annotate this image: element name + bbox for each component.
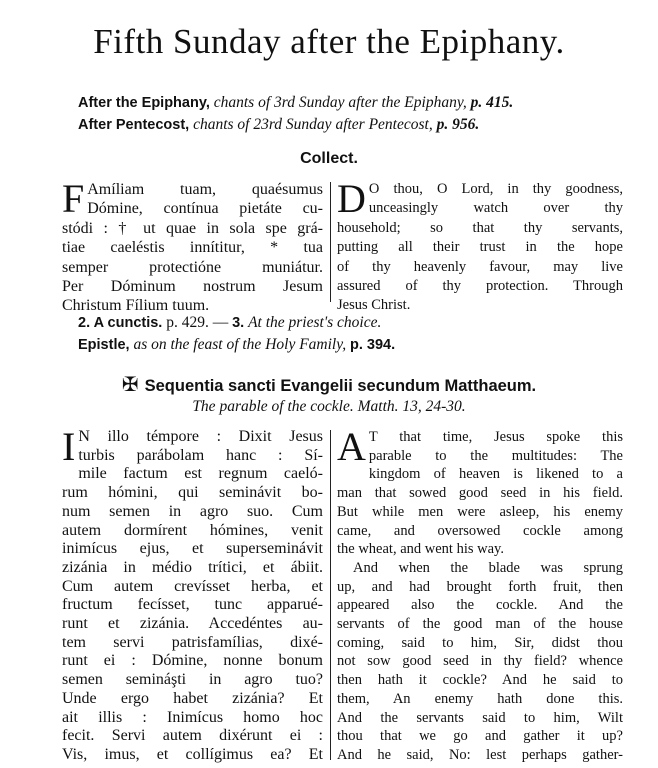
text-line: the wheat, and went his way. xyxy=(337,541,504,558)
text-line: not sow good seed in thy field? whence xyxy=(337,653,623,670)
ref-page: p. 415. xyxy=(470,94,514,111)
cross-icon: ✠ xyxy=(121,374,139,396)
drop-cap: D xyxy=(337,176,366,221)
ref-head: After the Epiphany, xyxy=(78,95,210,111)
text-line: semper protectióne muniátur. xyxy=(62,258,323,276)
drop-cap: A xyxy=(337,424,366,469)
text-line: stódi : † ut quae in sola spe grá- xyxy=(62,219,323,237)
text-line: O thou, O Lord, in thy goodness, xyxy=(368,181,623,197)
ref-page: p. 956. xyxy=(436,116,480,133)
text-line: ait illis : Inimícus homo hoc xyxy=(62,708,323,726)
text-line: Dómine, contínua pietáte cu- xyxy=(87,200,323,218)
text-line: Per Dóminum nostrum Jesum xyxy=(62,278,323,296)
gospel-english xyxy=(337,424,623,765)
text-line: Vis, imus, et collígimus ea? Et xyxy=(62,745,323,763)
text-line: tem servi patrisfamílias, dixé- xyxy=(62,633,323,651)
text-line: up, and had brought forth fruit, then xyxy=(337,578,623,595)
ref-pentecost xyxy=(78,114,513,136)
text-line: runt ei : Dómine, nonne bonum xyxy=(62,652,323,670)
collect-english xyxy=(337,176,623,316)
ref-text: chants of 3rd Sunday after the Epiphany, xyxy=(213,94,467,111)
text-line: thou that we go and gather it up? xyxy=(337,728,623,745)
epistle-text: as on the feast of the Holy Family, xyxy=(133,336,347,353)
page-title: Fifth Sunday after the Epiphany. xyxy=(93,22,565,61)
text-line: man that sowed good seed in his field. xyxy=(337,485,623,502)
text-line: appeared also the cockle. And the xyxy=(337,597,623,614)
text-line: mile factum est regnum caeló- xyxy=(78,465,323,483)
collect-options xyxy=(78,312,395,356)
text-line: of thy heavenly favour, may live xyxy=(337,258,623,275)
text-line: unceasingly watch over thy xyxy=(368,200,623,217)
text-line: Cum autem crevísset herba, et xyxy=(62,577,323,595)
text-line: inimícus ejus, et superseminávit xyxy=(62,540,323,558)
text-line: But while men were asleep, his enemy xyxy=(337,503,623,520)
text-line: Amíliam tuam, quaésumus xyxy=(87,181,323,198)
text-line: tiae caeléstis innítitur, * tua xyxy=(62,239,323,257)
option-2-page: p. 429. — xyxy=(166,314,229,331)
text-line: zizánia in médio trítici, et ábiit. xyxy=(62,558,323,576)
collect-latin xyxy=(62,176,323,316)
text-line: fecit. Servi autem dixérunt ei : xyxy=(62,727,323,745)
option-2: 2. A cunctis. xyxy=(78,315,163,331)
gospel-heading-text: Sequentia sancti Evangelii secundum Matthaeum. xyxy=(144,377,537,395)
text-line: T that time, Jesus spoke this xyxy=(368,429,623,445)
epistle-head: Epistle, xyxy=(78,337,130,353)
text-line: assured of thy protection. Through xyxy=(337,278,623,295)
text-line: Unde ergo habet zizánia? Et xyxy=(62,689,323,707)
text-line: servants of the good man of the house xyxy=(337,616,623,633)
text-line: them, An enemy hath done this. xyxy=(337,690,623,707)
text-line: semen semináşti in agro tuo? xyxy=(62,671,323,689)
text-line: rum hómini, qui seminávit bo- xyxy=(62,484,323,502)
text-line: parable to the multitudes: The xyxy=(368,447,623,464)
collect-heading: Collect. xyxy=(300,150,358,167)
gospel-subtitle: The parable of the cockle. Matth. 13, 24-30. xyxy=(192,398,466,415)
text-line: And he said, No: lest perhaps gather- xyxy=(337,746,623,763)
text-line: N illo témpore : Dixit Jesus xyxy=(78,428,323,445)
text-line: coming, said to him, Sir, didst thou xyxy=(337,634,623,651)
text-line: Christum Fílium tuum. xyxy=(62,297,210,315)
epistle-line xyxy=(78,334,395,356)
option-3-text: At the priest's choice. xyxy=(248,314,382,331)
text-line: And when the blade was sprung xyxy=(353,559,623,576)
ref-head: After Pentecost, xyxy=(78,117,190,133)
column-divider xyxy=(330,430,331,760)
gospel-heading xyxy=(0,372,658,397)
text-line: fructum fecísset, tunc apparué- xyxy=(62,596,323,614)
text-line: came, and oversowed cockle among xyxy=(337,522,623,539)
text-line: runt et zizánia. Accedéntes au- xyxy=(62,615,323,633)
text-line: then hath it cockle? And he said to xyxy=(337,672,623,689)
text-line: turbis parábolam hanc : Sí- xyxy=(78,446,323,464)
drop-cap: I xyxy=(62,424,76,469)
epistle-page: p. 394. xyxy=(350,337,396,353)
text-line: putting all their trust in the hope xyxy=(337,239,623,256)
text-line: kingdom of heaven is likened to a xyxy=(368,466,623,483)
text-line: household; so that thy servants, xyxy=(337,219,623,236)
option-3: 3. xyxy=(232,315,245,331)
text-line: autem dormírent hómines, venit xyxy=(62,521,323,539)
text-line: Jesus Christ. xyxy=(337,297,411,314)
column-divider xyxy=(330,182,331,302)
options-line xyxy=(78,312,395,334)
drop-cap: F xyxy=(62,176,85,221)
ref-epiphany xyxy=(78,92,513,114)
text-line: And the servants said to him, Wilt xyxy=(337,709,623,726)
ref-text: chants of 23rd Sunday after Pentecost, xyxy=(193,116,433,133)
gospel-latin xyxy=(62,424,323,765)
chant-references xyxy=(78,92,513,136)
text-line: num semen in agro suo. Cum xyxy=(62,502,323,520)
